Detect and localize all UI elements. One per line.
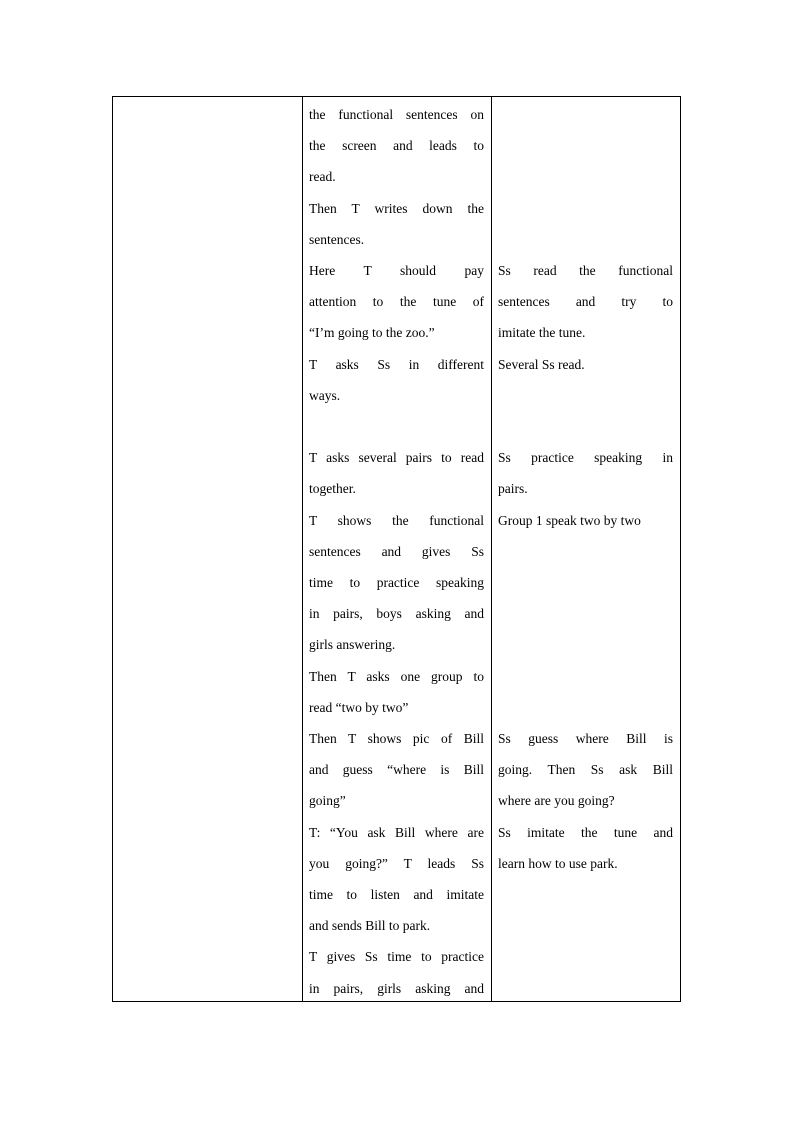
teacher-line: together.: [309, 481, 356, 496]
teacher-line: Then T asks one group to: [309, 669, 484, 684]
teacher-line: T gives Ss time to practice: [309, 949, 484, 964]
student-line: going. Then Ss ask Bill: [498, 762, 673, 777]
teacher-line: you going?” T leads Ss: [309, 856, 484, 871]
student-line: Several Ss read.: [498, 357, 585, 372]
teacher-line: T: “You ask Bill where are: [309, 825, 484, 840]
teacher-line: “I’m going to the zoo.”: [309, 325, 435, 340]
teacher-line: ways.: [309, 388, 341, 403]
teacher-line: [309, 411, 484, 442]
teacher-line: girls answering.: [309, 637, 396, 652]
student-line: imitate the tune.: [498, 325, 586, 340]
teacher-line: attention to the tune of: [309, 294, 484, 309]
teacher-line: sentences.: [309, 232, 365, 247]
teacher-line: and sends Bill to park.: [309, 918, 431, 933]
teacher-line: T asks several pairs to read: [309, 450, 484, 465]
teacher-line: Then T writes down the: [309, 201, 484, 216]
student-line: where are you going?: [498, 793, 615, 808]
teacher-line: read “two by two”: [309, 700, 409, 715]
table-column-teacher-activities: [303, 97, 492, 1001]
table-column-student-activities: [492, 97, 680, 1001]
student-line: learn how to use park.: [498, 856, 618, 871]
teacher-line: the screen and leads to: [309, 138, 484, 153]
teacher-line: read.: [309, 169, 336, 184]
teacher-line: T shows the functional: [309, 513, 484, 528]
student-line: Ss imitate the tune and: [498, 825, 673, 840]
student-line: Ss read the functional: [498, 263, 673, 278]
student-line: Ss guess where Bill is: [498, 731, 673, 746]
student-line: sentences and try to: [498, 294, 673, 309]
table-column-procedure: [113, 97, 303, 1001]
lesson-table: [112, 96, 681, 1002]
student-line: pairs.: [498, 481, 528, 496]
teacher-line: T asks Ss in different: [309, 357, 484, 372]
teacher-line: Here T should pay: [309, 263, 484, 278]
teacher-line: Then T shows pic of Bill: [309, 731, 484, 746]
student-line: Ss practice speaking in: [498, 450, 673, 465]
teacher-line: time to practice speaking: [309, 575, 484, 590]
teacher-line: sentences and gives Ss: [309, 544, 484, 559]
teacher-line: the functional sentences on: [309, 107, 484, 122]
teacher-line: and guess “where is Bill: [309, 762, 484, 777]
student-line: Group 1 speak two by two: [498, 513, 641, 528]
teacher-line: in pairs, boys asking and: [309, 606, 484, 621]
teacher-line: going”: [309, 793, 346, 808]
teacher-line: time to listen and imitate: [309, 887, 484, 902]
teacher-line: in pairs, girls asking and: [309, 981, 484, 996]
